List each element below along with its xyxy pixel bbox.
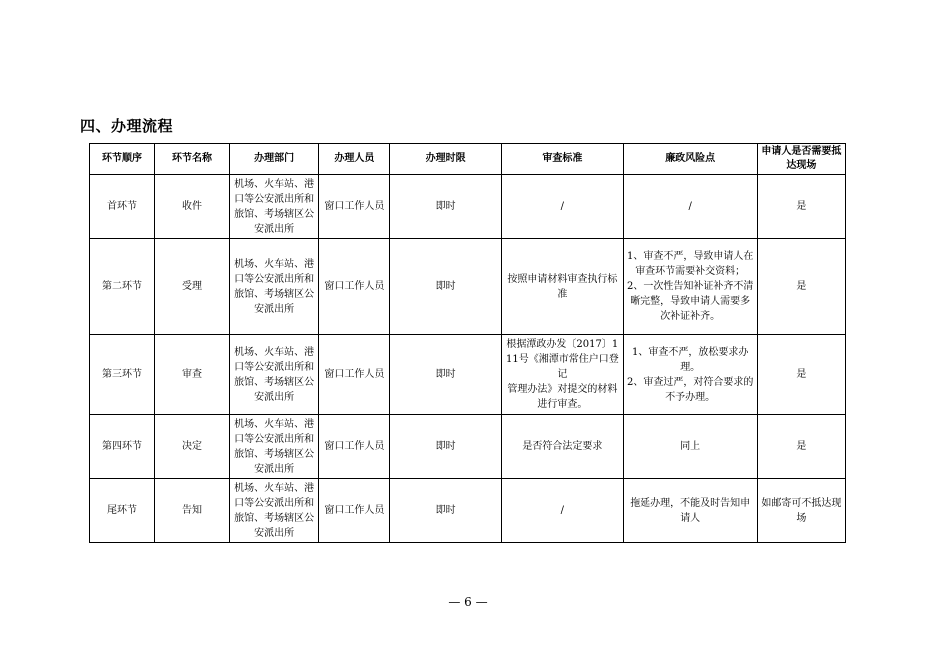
header-standard: 审查标准	[501, 144, 623, 175]
cell-staff: 窗口工作人员	[319, 479, 390, 543]
cell-staff: 窗口工作人员	[319, 239, 390, 335]
cell-risk: 拖延办理，不能及时告知申请人	[623, 479, 757, 543]
header-time: 办理时限	[390, 144, 502, 175]
cell-name: 审查	[154, 335, 229, 415]
cell-time: 即时	[390, 239, 502, 335]
cell-need: 是	[757, 239, 845, 335]
cell-time: 即时	[390, 335, 502, 415]
cell-risk: 同上	[623, 415, 757, 479]
cell-dept: 机场、火车站、港口等公安派出所和旅馆、考场辖区公安派出所	[230, 479, 319, 543]
cell-staff: 窗口工作人员	[319, 415, 390, 479]
cell-standard: 根据潭政办发〔2017〕111号《湘潭市常住户口登记 管理办法》对提交的材料进行审查。	[501, 335, 623, 415]
cell-staff: 窗口工作人员	[319, 175, 390, 239]
cell-name: 告知	[154, 479, 229, 543]
header-name: 环节名称	[154, 144, 229, 175]
cell-seq: 第二环节	[90, 239, 155, 335]
table-row	[90, 239, 846, 335]
cell-dept: 机场、火车站、港口等公安派出所和旅馆、考场辖区公安派出所	[230, 415, 319, 479]
header-staff: 办理人员	[319, 144, 390, 175]
cell-standard: /	[501, 479, 623, 543]
section-title: 四、办理流程	[80, 117, 174, 135]
cell-time: 即时	[390, 479, 502, 543]
cell-staff: 窗口工作人员	[319, 335, 390, 415]
cell-seq: 首环节	[90, 175, 155, 239]
table-row	[90, 175, 846, 239]
cell-need: 是	[757, 415, 845, 479]
table-row	[90, 479, 846, 543]
cell-risk: 1、审查不严，导致申请人在审查环节需要补交资料； 2、一次性告知补证补齐不清晰完整，导致申请人需要多次补证补齐。	[623, 239, 757, 335]
cell-dept: 机场、火车站、港口等公安派出所和旅馆、考场辖区公安派出所	[230, 175, 319, 239]
cell-need: 如邮寄可不抵达现场	[757, 479, 845, 543]
table-row	[90, 415, 846, 479]
cell-name: 决定	[154, 415, 229, 479]
process-table	[89, 143, 846, 543]
cell-standard: /	[501, 175, 623, 239]
header-dept: 办理部门	[230, 144, 319, 175]
cell-seq: 第四环节	[90, 415, 155, 479]
cell-dept: 机场、火车站、港口等公安派出所和旅馆、考场辖区公安派出所	[230, 239, 319, 335]
cell-need: 是	[757, 175, 845, 239]
cell-standard: 按照申请材料审查执行标准	[501, 239, 623, 335]
table-row	[90, 335, 846, 415]
cell-standard: 是否符合法定要求	[501, 415, 623, 479]
cell-name: 收件	[154, 175, 229, 239]
cell-risk: /	[623, 175, 757, 239]
header-seq: 环节顺序	[90, 144, 155, 175]
cell-need: 是	[757, 335, 845, 415]
cell-time: 即时	[390, 415, 502, 479]
page-number: — 6 —	[448, 595, 488, 609]
header-need: 申请人是否需要抵达现场	[757, 144, 845, 175]
cell-seq: 尾环节	[90, 479, 155, 543]
header-risk: 廉政风险点	[623, 144, 757, 175]
cell-seq: 第三环节	[90, 335, 155, 415]
cell-dept: 机场、火车站、港口等公安派出所和旅馆、考场辖区公安派出所	[230, 335, 319, 415]
cell-name: 受理	[154, 239, 229, 335]
table-header-row	[90, 144, 846, 175]
cell-risk: 1、审查不严，放松要求办理。 2、审查过严，对符合要求的不予办理。	[623, 335, 757, 415]
cell-time: 即时	[390, 175, 502, 239]
